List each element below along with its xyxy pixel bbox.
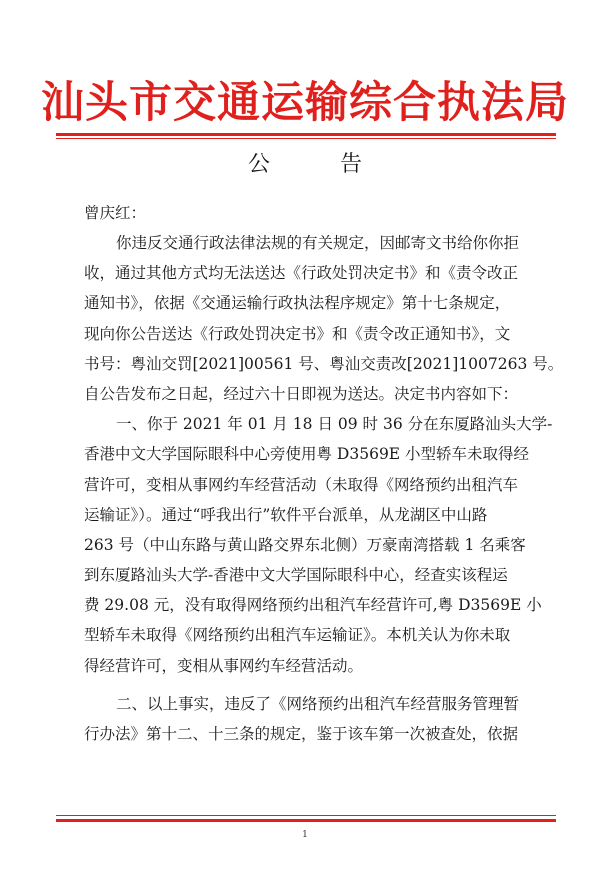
body-line: 香港中文大学国际眼科中心旁使用粤 D3569E 小型轿车未取得经 [84, 445, 530, 464]
footer-rule-thin [56, 815, 556, 816]
footer-rule-thick [56, 819, 556, 822]
page-number: 1 [302, 830, 308, 840]
header-rule-thick [56, 133, 556, 136]
body-line: 行办法》第十二、十三条的规定，鉴于该车第一次被查处，依据 [84, 725, 519, 743]
header-rule-thin [56, 138, 556, 139]
document-title: 公告 [247, 152, 432, 177]
body-line: 费 29.08 元，没有取得网络预约出租汽车经营许可,粤 D3569E 小 [84, 596, 542, 615]
organization-title: 汕头市交通运输综合执法局 [41, 78, 569, 128]
body-line: 得经营许可，变相从事网约车经营活动。 [84, 656, 364, 675]
document-body [84, 228, 564, 749]
body-line: 263 号（中山东路与黄山路交界东北侧）万豪南湾搭载 1 名乘客 [84, 535, 526, 554]
body-line: 通知书》，依据《交通运输行政执法程序规定》第十七条规定， [84, 294, 511, 313]
body-line: 一、你于 2021 年 01 月 18 日 09 时 36 分在东厦路汕头大学- [116, 415, 553, 434]
body-line: 现向你公告送达《行政处罚决定书》和《责令改正通知书》，文 [84, 324, 511, 343]
body-line: 营许可，变相从事网约车经营活动（未取得《网络预约出租汽车 [84, 475, 519, 494]
body-line: 到东厦路汕头大学-香港中文大学国际眼科中心，经查实该程运 [84, 566, 508, 585]
body-line: 运输证》）。通过“呼我出行”软件平台派单，从龙湖区中山路 [84, 505, 488, 524]
body-line: 书号：粤汕交罚[2021]00561 号、粤汕交责改[2021]1007263 号。 [84, 354, 564, 373]
body-line: 收，通过其他方式均无法送达《行政处罚决定书》和《责令改正 [84, 264, 519, 283]
body-line: 自公告发布之日起，经过六十日即视为送达。决定书内容如下： [84, 384, 519, 403]
body-line: 你违反交通行政法律法规的有关规定，因邮寄文书给你你拒 [116, 234, 520, 252]
addressee: 曾庆红： [84, 204, 147, 222]
body-line: 二、以上事实，违反了《网络预约出租汽车经营服务管理暂 [116, 694, 520, 713]
body-line: 型轿车未取得《网络预约出租汽车运输证》。本机关认为你未取 [84, 626, 511, 645]
